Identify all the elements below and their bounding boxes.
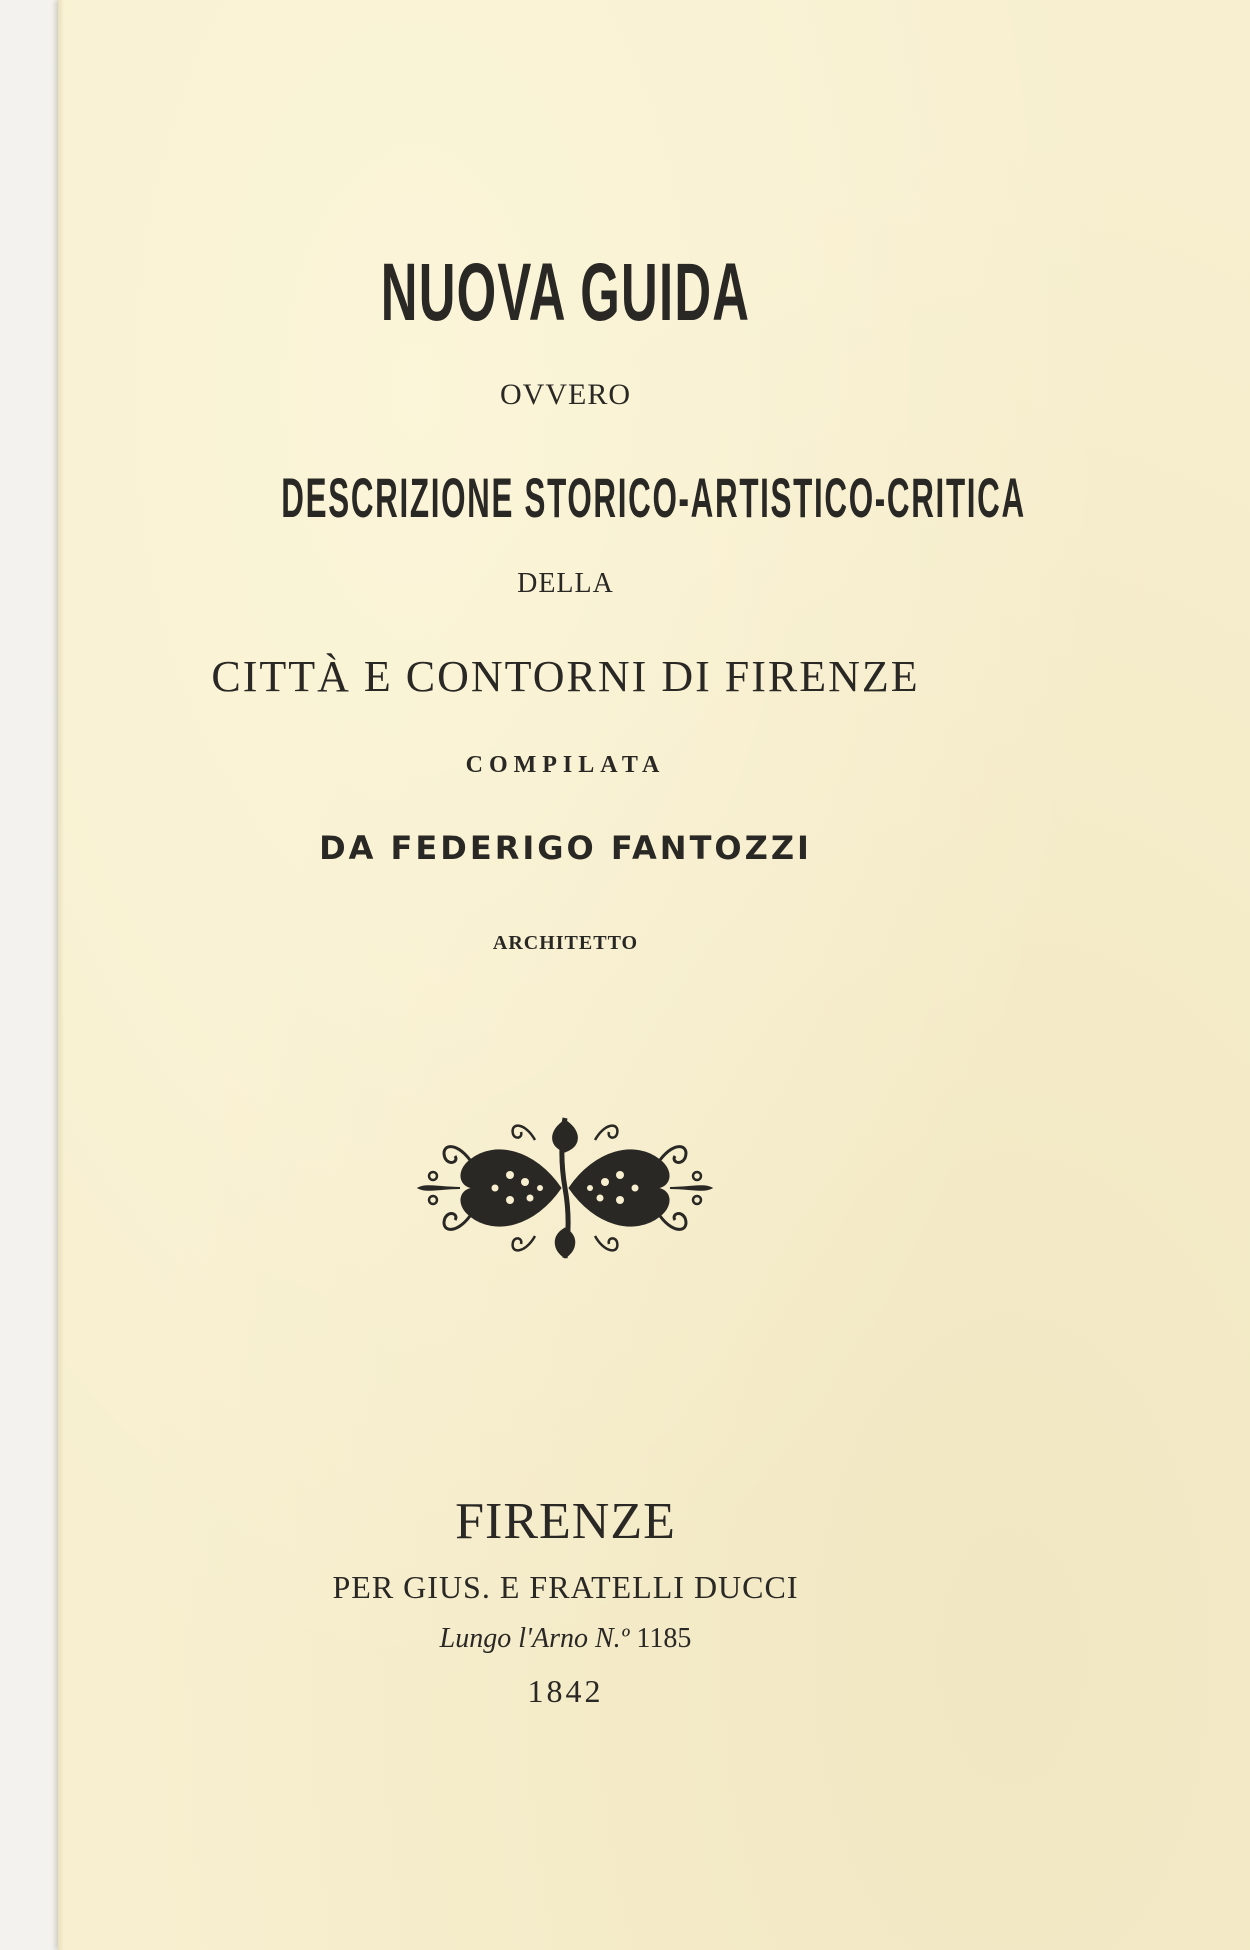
imprint-city: FIRENZE [455,1493,676,1550]
compiled-label: COMPILATA [465,752,666,778]
subtitle-preposition: DELLA [517,568,614,599]
address-number: 1185 [636,1623,692,1654]
author-profession: ARCHITETTO [492,932,639,954]
imprint-address [58,1625,1073,1653]
imprint-publisher: PER GIUS. E FRATELLI DUCCI [332,1569,799,1605]
book-subject: CITTÀ E CONTORNI DI FIRENZE [211,652,920,701]
author-line: DA FEDERIGO FANTOZZI [319,829,812,867]
floral-vignette-icon [415,1110,715,1265]
address-number-label: N.º [595,1623,630,1654]
address-street: Lungo l'Arno [439,1623,588,1654]
book-subtitle: DESCRIZIONE STORICO-ARTISTICO-CRITICA [281,466,1026,529]
book-title: NUOVA GUIDA [380,247,751,338]
title-connector: OVVERO [500,378,631,411]
imprint-year: 1842 [527,1673,604,1709]
